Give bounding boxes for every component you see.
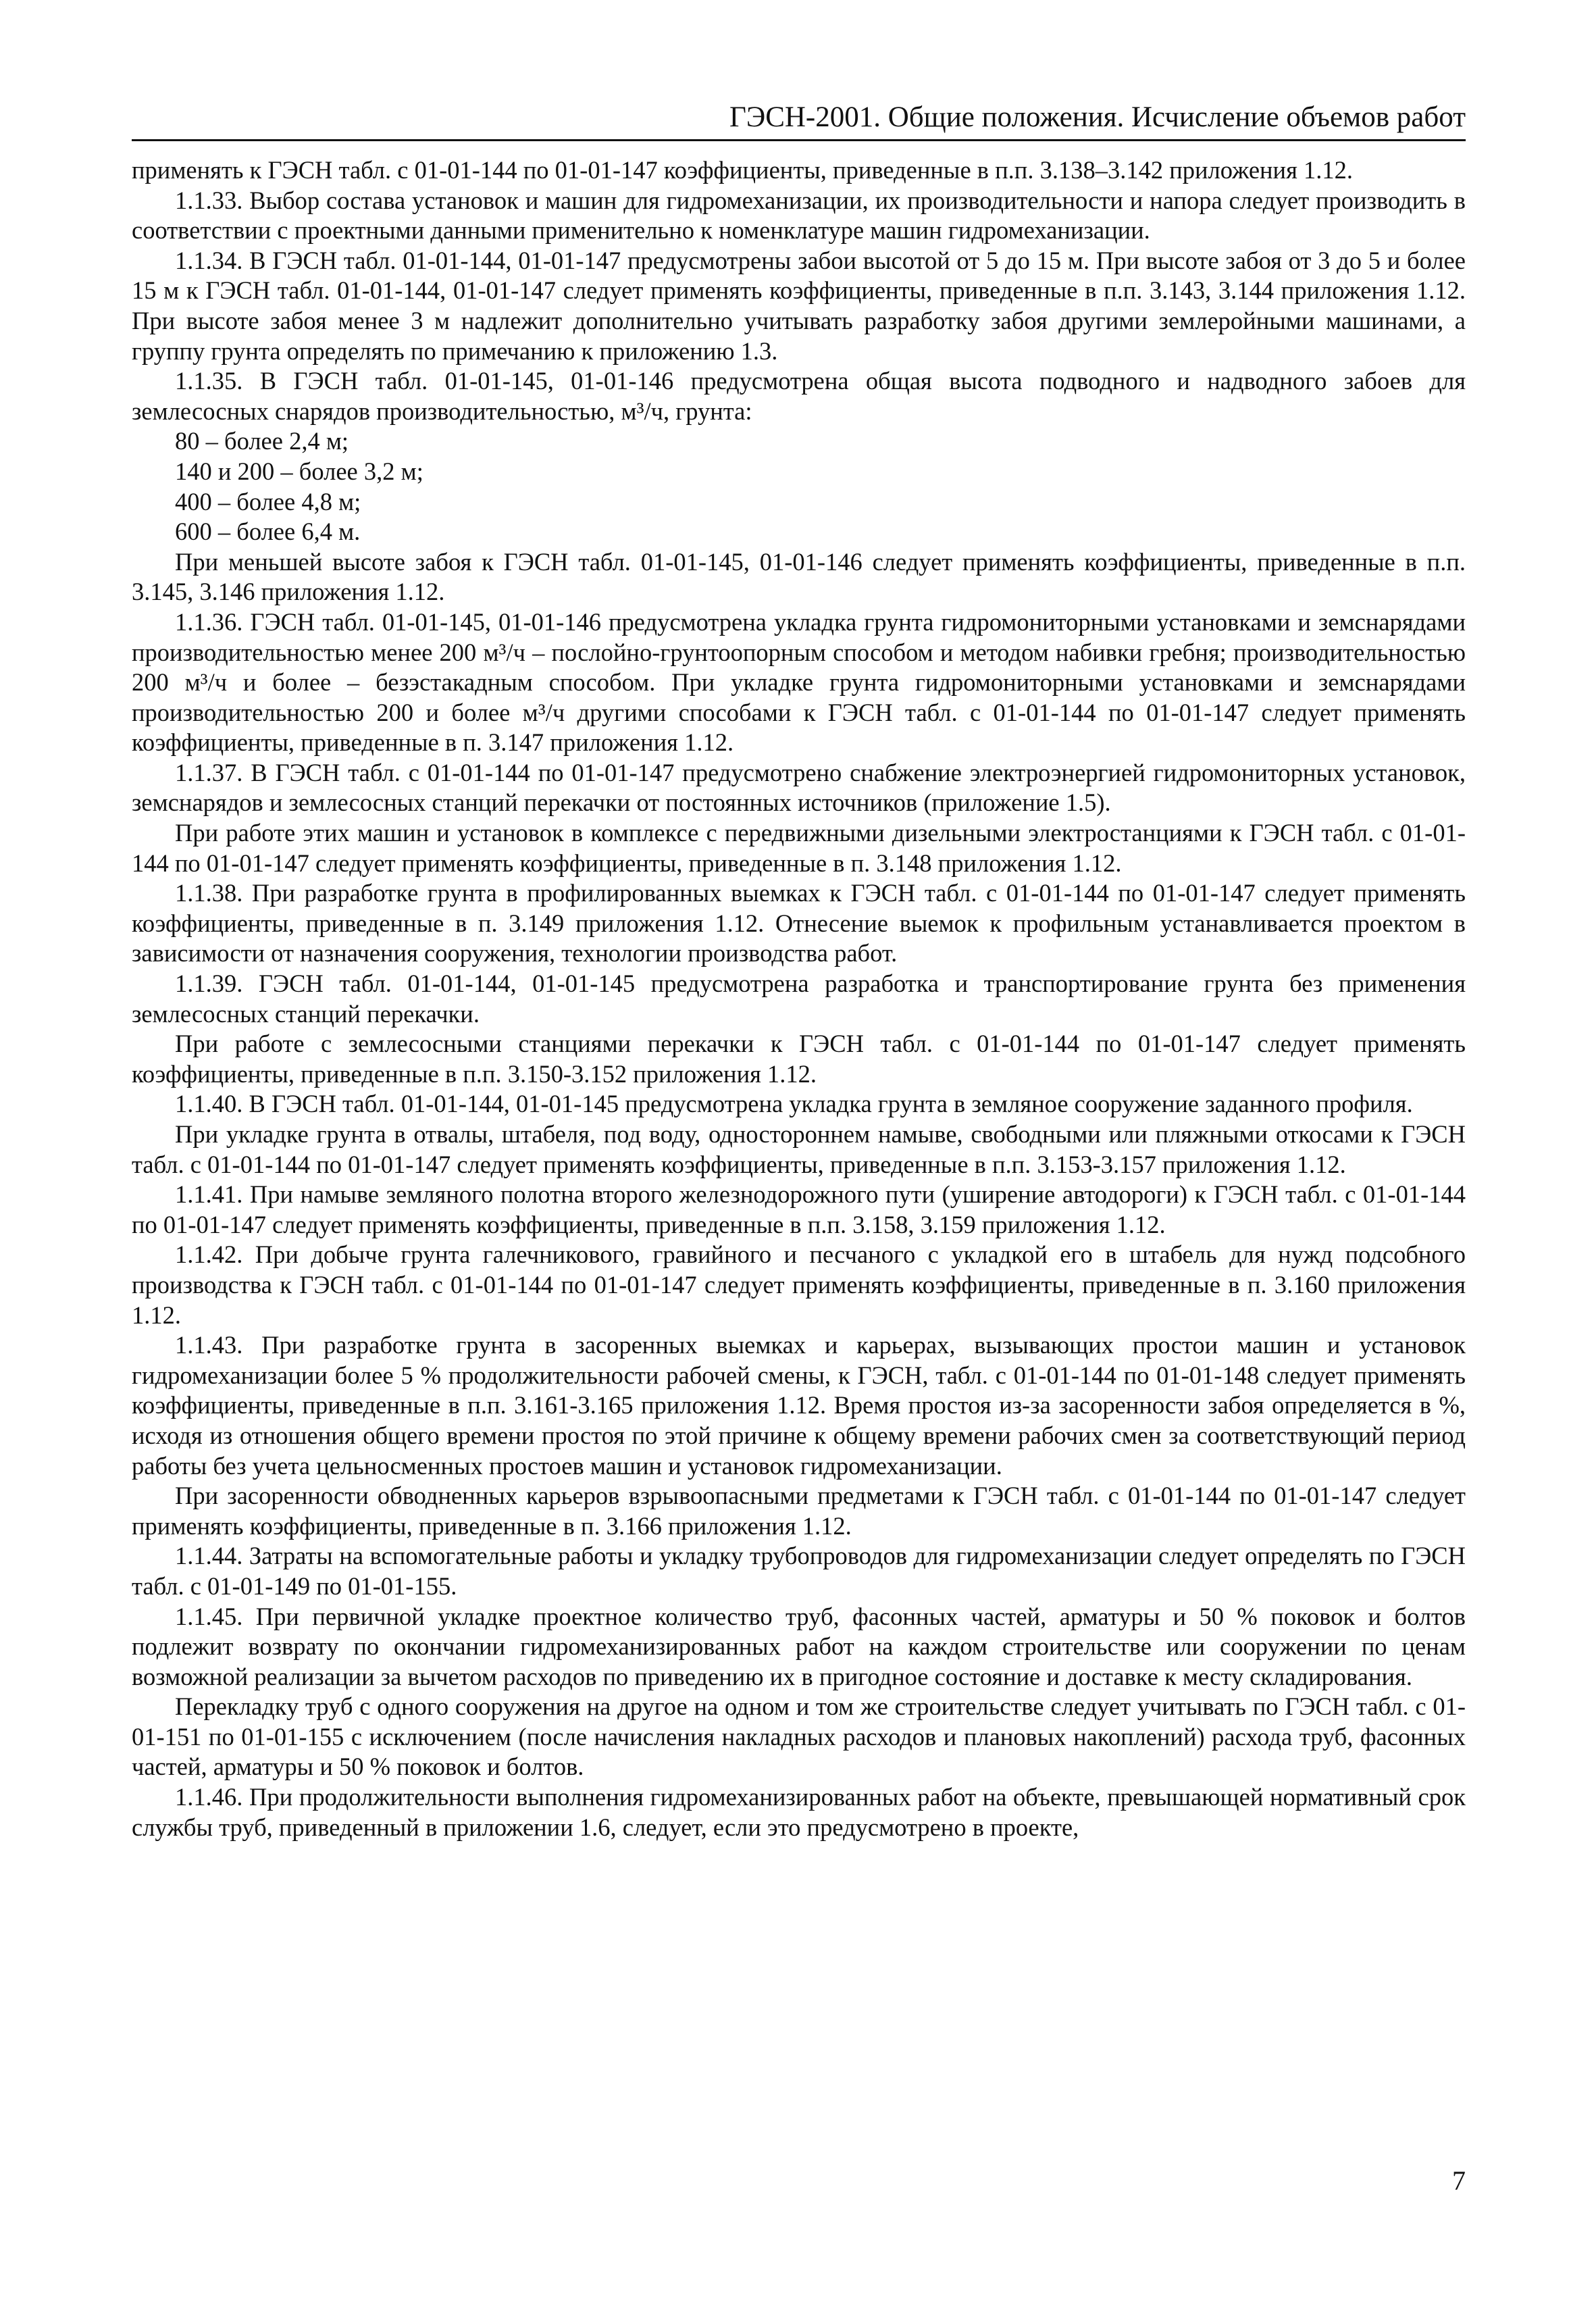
paragraph-lower-face: При меньшей высоте забоя к ГЭСН табл. 01-01-145, 01-01-146 следует применять коэффициенты, приведенные в п.п. 3.145, 3.146 приложения 1.12. [132, 547, 1466, 606]
paragraph-pipe-relaying: Перекладку труб с одного сооружения на другое на одном и том же строительстве следует учитывать по ГЭСН табл. с 01-01-151 по 01-01-155 с исключением (после начисления накладных расходов и плановых накоплений) расхода труб, фасонных частей, арматуры и 50 % поковок и болтов. [132, 1692, 1466, 1781]
paragraph-1-1-42: 1.1.42. При добыче грунта галечникового, гравийного и песчаного с укладкой его в штабель для нужд подсобного производства к ГЭСН табл. с 01-01-144 по 01-01-147 следует применять коэффициенты, приведенные в п. 3.160 приложения 1.12. [132, 1240, 1466, 1329]
document-body [132, 155, 1466, 1842]
paragraph-1-1-46: 1.1.46. При продолжительности выполнения гидромеханизированных работ на объекте, превышающей нормативный срок службы труб, приведенный в приложении 1.6, следует, если это предусмотрено в проекте, [132, 1783, 1466, 1841]
paragraph-diesel-stations: При работе этих машин и установок в комплексе с передвижными дизельными электростанциями к ГЭСН табл. с 01-01-144 по 01-01-147 следует применять коэффициенты, приведенные в п. 3.148 приложения 1.12. [132, 819, 1466, 877]
paragraph-1-1-33: 1.1.33. Выбор состава установок и машин для гидромеханизации, их производительности и напора следует производить в соответствии с проектными данными применительно к номенклатуре машин гидромеханизации. [132, 186, 1466, 245]
paragraph-dumps: При укладке грунта в отвалы, штабеля, под воду, одностороннем намыве, свободными или пляжными откосами к ГЭСН табл. с 01-01-144 по 01-01-147 следует применять коэффициенты, приведенные в п.п. 3.153-3.157 приложения 1.12. [132, 1120, 1466, 1178]
paragraph-explosive-objects: При засоренности обводненных карьеров взрывоопасными предметами к ГЭСН табл. с 01-01-144 по 01-01-147 следует применять коэффициенты, приведенные в п. 3.166 приложения 1.12. [132, 1482, 1466, 1540]
running-header-title: ГЭСН-2001. Общие положения. Исчисление объемов работ [729, 101, 1466, 133]
paragraph-1-1-45: 1.1.45. При первичной укладке проектное количество труб, фасонных частей, арматуры и 50 % поковок и болтов подлежит возврату по окончании гидромеханизированных работ на каждом строительстве или сооружении по ценам возможной реализации за вычетом расходов по приведению их в пригодное состояние и доставке к месту складирования. [132, 1602, 1466, 1690]
paragraph-1-1-37: 1.1.37. В ГЭСН табл. с 01-01-144 по 01-01-147 предусмотрено снабжение электроэнергией гидромониторных установок, земснарядов и землесосных станций перекачки от постоянных источников (приложение 1.5). [132, 758, 1466, 817]
paragraph-1-1-35: 1.1.35. В ГЭСН табл. 01-01-145, 01-01-146 предусмотрена общая высота подводного и надводного забоев для землесосных снарядов производительностью, м³/ч, грунта: [132, 367, 1466, 425]
paragraph-pumping-stations: При работе с землесосными станциями перекачки к ГЭСН табл. с 01-01-144 по 01-01-147 следует применять коэффициенты, приведенные в п.п. 3.150-3.152 приложения 1.12. [132, 1030, 1466, 1088]
list-item-600: 600 – более 6,4 м. [175, 518, 361, 546]
paragraph-1-1-43: 1.1.43. При разработке грунта в засоренных выемках и карьерах, вызывающих простои машин и установок гидромеханизации более 5 % продолжительности рабочей смены, к ГЭСН, табл. с 01-01-144 по 01-01-148 следует применять коэффициенты, приведенные в п.п. 3.161-3.165 приложения 1.12. Время простоя из-за засоренности забоя определяется в %, исходя из отношения общего времени простоя по этой причине к общему времени рабочих смен за соответствующий период работы без учета цельносменных простоев машин и установок гидромеханизации. [132, 1331, 1466, 1480]
list-item-80: 80 – более 2,4 м; [175, 427, 349, 455]
paragraph-1-1-36: 1.1.36. ГЭСН табл. 01-01-145, 01-01-146 предусмотрена укладка грунта гидромониторными установками и земснарядами производительностью менее 200 м³/ч – послойно-грунтоопорным способом и методом набивки гребня; производительностью 200 м³/ч и более – безэстакадным способом. При укладке грунта гидромониторными установками и земснарядами производительностью 200 и более м³/ч другими способами к ГЭСН табл. с 01-01-144 по 01-01-147 следует применять коэффициенты, приведенные в п. 3.147 приложения 1.12. [132, 607, 1466, 757]
paragraph-1-1-38: 1.1.38. При разработке грунта в профилированных выемках к ГЭСН табл. с 01-01-144 по 01-01-147 следует применять коэффициенты, приведенные в п. 3.149 приложения 1.12. Отнесение выемок к профильным устанавливается проектом в зависимости от назначения сооружения, технологии производства работ. [132, 879, 1466, 967]
paragraph-continuation: применять к ГЭСН табл. с 01-01-144 по 01-01-147 коэффициенты, приведенные в п.п. 3.138–3.142 приложения 1.12. [132, 156, 1353, 184]
page-number: 7 [1452, 2165, 1466, 2196]
paragraph-1-1-39: 1.1.39. ГЭСН табл. 01-01-144, 01-01-145 предусмотрена разработка и транспортирование грунта без применения землесосных станций перекачки. [132, 970, 1466, 1028]
page-header [132, 101, 1466, 141]
list-item-140-200: 140 и 200 – более 3,2 м; [175, 457, 423, 485]
paragraph-1-1-44: 1.1.44. Затраты на вспомогательные работы и укладку трубопроводов для гидромеханизации следует определять по ГЭСН табл. с 01-01-149 по 01-01-155. [132, 1542, 1466, 1600]
paragraph-1-1-40: 1.1.40. В ГЭСН табл. 01-01-144, 01-01-145 предусмотрена укладка грунта в земляное сооружение заданного профиля. [175, 1090, 1413, 1118]
list-item-400: 400 – более 4,8 м; [175, 487, 361, 515]
paragraph-1-1-34: 1.1.34. В ГЭСН табл. 01-01-144, 01-01-147 предусмотрены забои высотой от 5 до 15 м. При высоте забоя от 3 до 5 и более 15 м к ГЭСН табл. 01-01-144, 01-01-147 следует применять коэффициенты, приведенные в п.п. 3.143, 3.144 приложения 1.12. При высоте забоя менее 3 м надлежит дополнительно учитывать разработку забоя другими землеройными машинами, а группу грунта определять по примечанию к приложению 1.3. [132, 246, 1466, 365]
paragraph-1-1-41: 1.1.41. При намыве земляного полотна второго железнодорожного пути (уширение автодороги) к ГЭСН табл. с 01-01-144 по 01-01-147 следует применять коэффициенты, приведенные в п.п. 3.158, 3.159 приложения 1.12. [132, 1180, 1466, 1238]
